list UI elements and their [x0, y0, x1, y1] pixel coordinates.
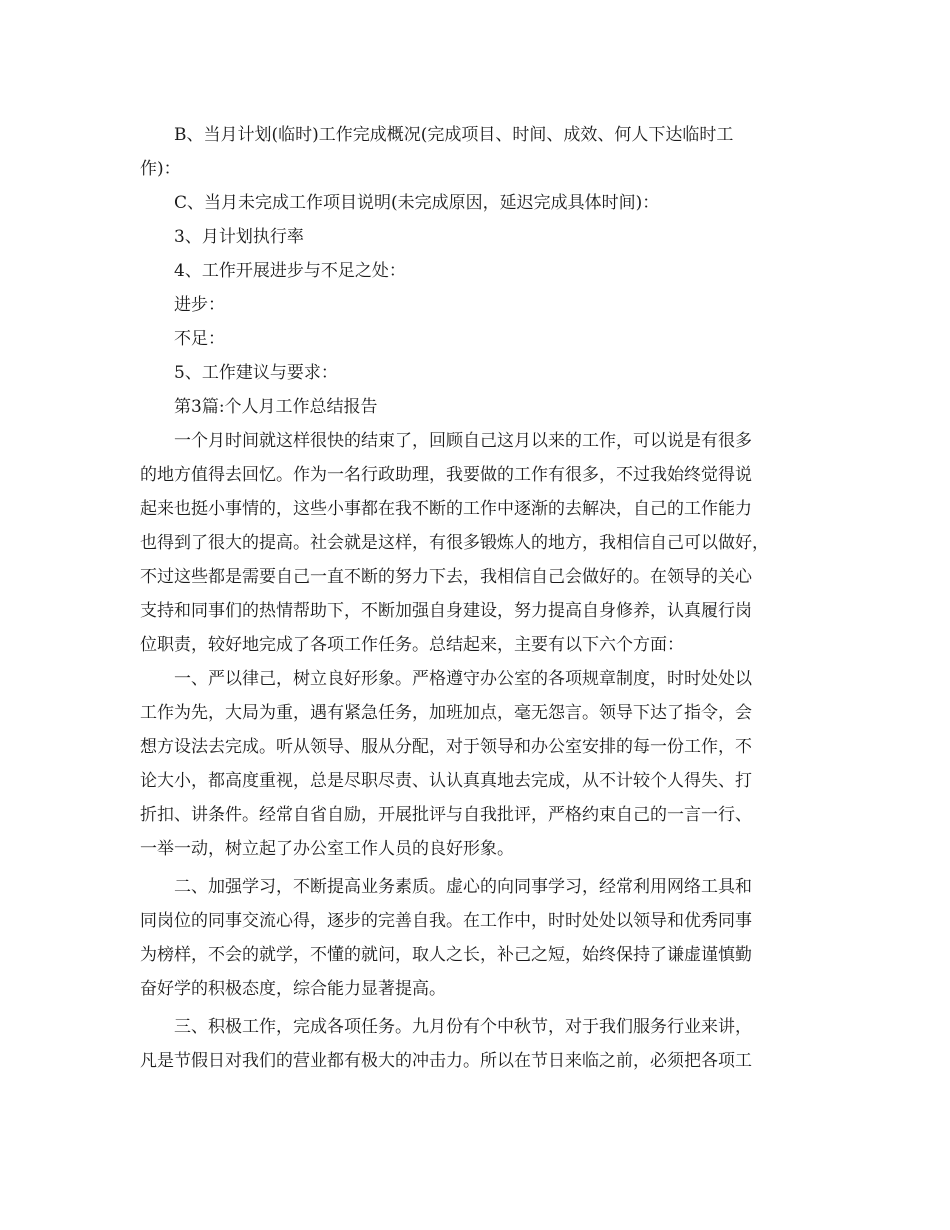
list-item-5: 5、工作建议与要求： — [174, 363, 338, 383]
paragraph-point-1 — [140, 662, 815, 866]
paragraph-line: 二、加强学习，不断提高业务素质。虚心的向同事学习，经常利用网络工具和 — [174, 877, 752, 897]
paragraph-line: 工作为先，大局为重，遇有紧急任务，加班加点，毫无怨言。领导下达了指令，会 — [140, 703, 752, 723]
paragraph-line: 三、积极工作，完成各项任务。九月份有个中秋节，对于我们服务行业来讲， — [174, 1017, 752, 1037]
paragraph-line: 的地方值得去回忆。作为一名行政助理，我要做的工作有很多，不过我始终觉得说 — [140, 465, 752, 485]
paragraph-line: 起来也挺小事情的，这些小事都在我不断的工作中逐渐的去解决，自己的工作能力 — [140, 499, 752, 519]
paragraph-line: 为榜样，不会的就学，不懂的就问，取人之长，补己之短，始终保持了谦虚谨慎勤 — [140, 945, 752, 965]
paragraph-line: 同岗位的同事交流心得，逐步的完善自我。在工作中，时时处处以领导和优秀同事 — [140, 911, 752, 931]
list-item-c: C、当月未完成工作项目说明(未完成原因，延迟完成具体时间)： — [174, 193, 660, 213]
paragraph-intro — [140, 424, 815, 662]
paragraph-line: 折扣、讲条件。经常自省自励，开展批评与自我批评，严格约束自己的一言一行、 — [140, 805, 752, 825]
shortcoming-label: 不足： — [174, 329, 225, 349]
paragraph-line: 凡是节假日对我们的营业都有极大的冲击力。所以在节日来临之前，必须把各项工 — [140, 1051, 752, 1071]
progress-label: 进步： — [174, 295, 225, 315]
paragraph-line: 一、严以律己，树立良好形象。严格遵守办公室的各项规章制度，时时处处以 — [174, 669, 752, 689]
paragraph-line: 也得到了很大的提高。社会就是这样，有很多锻炼人的地方，我相信自己可以做好， — [140, 533, 769, 553]
list-item-b-continued: 作)： — [140, 159, 181, 179]
document-page — [140, 118, 815, 1078]
paragraph-line: 位职责，较好地完成了各项工作任务。总结起来，主要有以下六个方面： — [140, 635, 684, 655]
paragraph-line: 一举一动，树立起了办公室工作人员的良好形象。 — [140, 839, 514, 859]
list-item-b: B、当月计划(临时)工作完成概况(完成项目、时间、成效、何人下达临时工 — [174, 125, 734, 145]
paragraph-line: 支持和同事们的热情帮助下，不断加强自身建设，努力提高自身修养，认真履行岗 — [140, 601, 752, 621]
section-heading: 第3篇:个人月工作总结报告 — [174, 397, 378, 417]
paragraph-point-2 — [140, 870, 815, 1006]
list-item-3: 3、月计划执行率 — [174, 227, 304, 247]
paragraph-point-3 — [140, 1010, 815, 1078]
paragraph-line: 不过这些都是需要自己一直不断的努力下去，我相信自己会做好的。在领导的关心 — [140, 567, 752, 587]
paragraph-line: 一个月时间就这样很快的结束了，回顾自己这月以来的工作，可以说是有很多 — [174, 431, 752, 451]
paragraph-line: 想方设法去完成。听从领导、服从分配，对于领导和办公室安排的每一份工作，不 — [140, 737, 752, 757]
paragraph-line: 奋好学的积极态度，综合能力显著提高。 — [140, 979, 446, 999]
list-item-4: 4、工作开展进步与不足之处： — [174, 261, 406, 281]
paragraph-line: 论大小，都高度重视，总是尽职尽责、认认真真地去完成，从不计较个人得失、打 — [140, 771, 752, 791]
